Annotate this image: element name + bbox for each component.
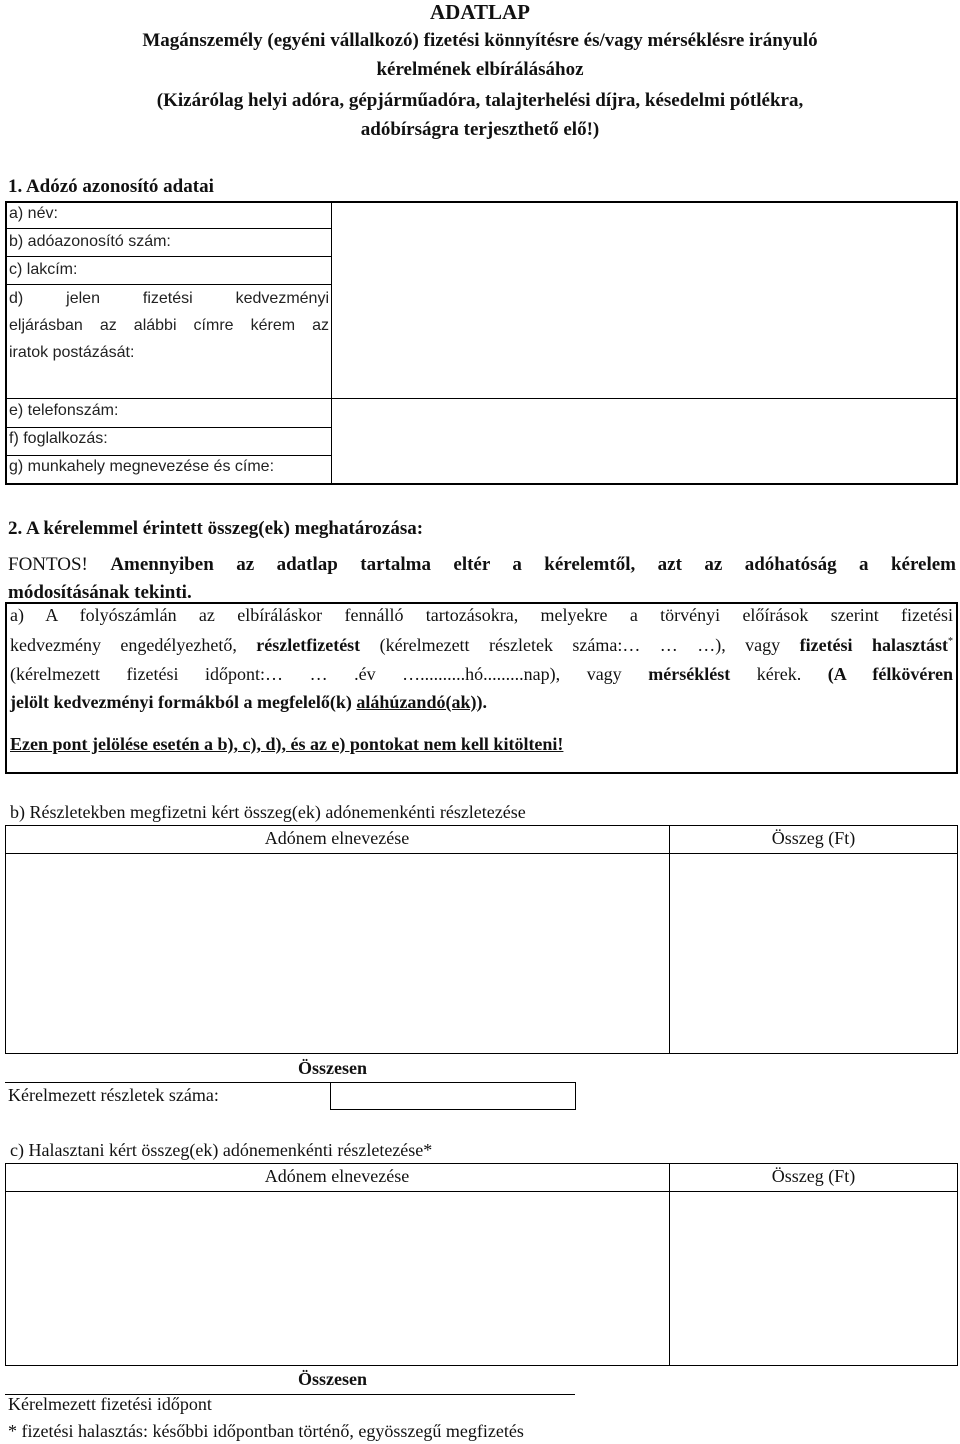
text: jelölt kedvezményi formákból a megfelelő(k)	[10, 692, 357, 712]
text: kedvezmény engedélyezhető,	[10, 635, 257, 655]
c-header-tax-type: Adónem elnevezése	[264, 1166, 410, 1186]
section2a-note: Ezen pont jelölése esetén a b), c), d), és az e) pontokat nem kell kitölteni!	[10, 734, 564, 754]
b-tax-type-input[interactable]	[7, 855, 668, 1052]
table-border	[5, 1163, 958, 1164]
deferral-option[interactable]: fizetési halasztást	[799, 635, 948, 655]
row-divider	[5, 256, 331, 257]
label-name: a) név:	[9, 205, 58, 222]
label-postal-address-line3: iratok postázását:	[9, 344, 135, 361]
table-border	[5, 853, 958, 854]
section2a-line4	[10, 692, 487, 713]
c-date-label: Kérelmezett fizetési időpont	[8, 1394, 212, 1414]
table-border	[5, 1053, 958, 1054]
b-installments-input[interactable]	[332, 1084, 574, 1108]
b-header-tax-type: Adónem elnevezése	[264, 828, 410, 848]
text: (kérelmezett részletek száma:… … …), vagy	[360, 635, 800, 655]
form-title: ADATLAP	[430, 0, 530, 24]
important-notice-line1	[8, 554, 956, 576]
table-border	[5, 1082, 575, 1083]
c-total-label: Összesen	[298, 1369, 367, 1389]
section2b-title: b) Részletekben megfizetni kért összeg(ek) adónemenkénti részletezése	[10, 802, 526, 822]
b-header-amount: Összeg (Ft)	[771, 828, 856, 848]
form-subtitle-line4: adóbírságra terjeszthető elő!)	[360, 119, 600, 140]
footnote: * fizetési halasztás: későbbi időpontban történő, egyösszegű megfizetés	[8, 1421, 524, 1441]
important-label: FONTOS!	[8, 554, 88, 575]
section1-column-divider	[331, 201, 332, 485]
c-amount-input[interactable]	[671, 1193, 956, 1364]
table-border	[5, 1163, 6, 1365]
text: aláhúzandó(ak)	[356, 692, 477, 712]
row-divider	[5, 398, 958, 399]
label-phone: e) telefonszám:	[9, 402, 119, 419]
row-divider	[5, 427, 331, 428]
section2-title: 2. A kérelemmel érintett összeg(ek) meghatározása:	[8, 518, 424, 539]
b-installments-label: Kérelmezett részletek száma:	[8, 1085, 219, 1105]
table-border	[330, 1109, 576, 1110]
identity-input-area[interactable]	[333, 203, 956, 397]
table-border	[957, 1163, 958, 1365]
row-divider	[5, 284, 331, 285]
table-border	[5, 1191, 958, 1192]
text: (kérelmezett fizetési időpont:… … .év …..........hó.........nap), vagy	[10, 664, 649, 684]
form-subtitle-line1: Magánszemély (egyéni vállalkozó) fizetési könnyítésre és/vagy mérséklésre irányuló	[142, 30, 818, 51]
important-text: Amennyiben az adatlap tartalma eltér a kérelemtől, azt az adóhatóság a kérelem	[110, 554, 957, 575]
label-occupation: f) foglalkozás:	[9, 430, 108, 447]
contact-input-area[interactable]	[333, 400, 956, 483]
table-border	[5, 825, 6, 1053]
table-border	[5, 1365, 958, 1366]
section2c-title: c) Halasztani kért összeg(ek) adónemenkénti részletezése*	[10, 1140, 433, 1160]
text: kérek.	[730, 664, 828, 684]
reduction-option[interactable]: mérséklést	[648, 664, 731, 684]
table-border	[330, 1082, 331, 1109]
label-tax-id: b) adóazonosító szám:	[9, 233, 171, 250]
text: ).	[476, 692, 487, 712]
important-notice-line2: módosításának tekinti.	[8, 582, 192, 603]
form-subtitle-line2: kérelmének elbírálásához	[376, 59, 584, 80]
section2a-line2	[10, 635, 953, 656]
table-border	[669, 1163, 670, 1365]
label-postal-address-line2: eljárásban az alábbi címre kérem az	[9, 317, 329, 334]
text: (A félkövéren	[827, 664, 953, 684]
section2a-line3	[10, 664, 953, 685]
table-border	[575, 1082, 576, 1109]
c-header-amount: Összeg (Ft)	[771, 1166, 856, 1186]
label-postal-address-line1: d) jelen fizetési kedvezményi	[9, 290, 329, 307]
table-border	[669, 825, 670, 1053]
installment-option[interactable]: részletfizetést	[256, 635, 361, 655]
row-divider	[5, 228, 331, 229]
table-border	[957, 825, 958, 1053]
label-workplace: g) munkahely megnevezése és címe:	[9, 458, 275, 475]
b-amount-input[interactable]	[671, 855, 956, 1052]
footnote-marker: *	[948, 636, 953, 647]
label-address: c) lakcím:	[9, 261, 78, 278]
table-border	[5, 825, 958, 826]
c-tax-type-input[interactable]	[7, 1193, 668, 1364]
form-subtitle-line3: (Kizárólag helyi adóra, gépjárműadóra, talajterhelési díjra, késedelmi pótlékra,	[156, 90, 804, 111]
row-divider	[5, 455, 331, 456]
b-total-label: Összesen	[298, 1058, 367, 1078]
section1-title: 1. Adózó azonosító adatai	[8, 176, 214, 197]
section2a-line1: a) A folyószámlán az elbíráláskor fennálló tartozásokra, melyekre a törvényi előírások szerint fizetési	[10, 605, 953, 625]
